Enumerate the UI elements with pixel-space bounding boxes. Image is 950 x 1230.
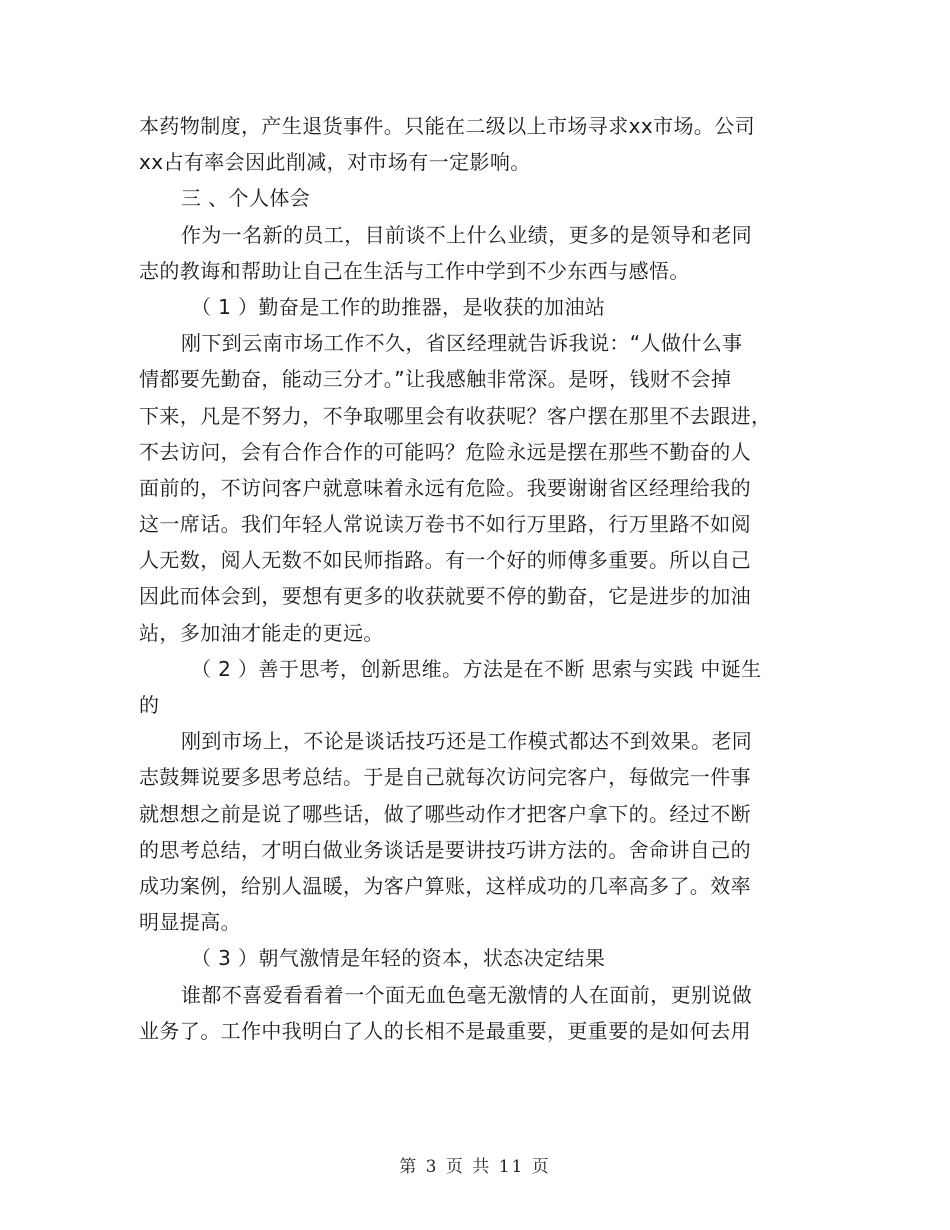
subsection-heading: （ 1 ）勤奋是工作的助推器，是收获的加油站	[191, 294, 606, 319]
body-line: 情都要先勤奋，能动三分才。”让我感触非常深。是呀，钱财不会掉	[139, 367, 732, 392]
body-line: 谁都不喜爱看看着一个面无血色毫无激情的人在面前，更别说做	[181, 982, 753, 1007]
body-line: 志鼓舞说要多思考总结。于是自己就每次访问完客户，每做完一件事	[139, 765, 751, 790]
body-line: 因此而体会到，要想有更多的收获就要不停的勤奋，它是进步的加油	[139, 584, 751, 609]
body-line: 刚到市场上，不论是谈话技巧还是工作模式都达不到效果。老同	[181, 729, 753, 754]
body-line: 人无数，阅人无数不如民师指路。有一个好的师傅多重要。所以自己	[139, 548, 751, 573]
body-line: 成功案例，给别人温暖，为客户算账，这样成功的几率高多了。效率	[139, 873, 751, 898]
document-body	[139, 108, 801, 1049]
body-line: xx占有率会因此削减，对市场有一定影响。	[139, 150, 531, 175]
body-line: 本药物制度，产生退货事件。只能在二级以上市场寻求xx市场。公司	[139, 114, 756, 138]
body-line: 站，多加油才能走的更远。	[139, 620, 384, 645]
body-line: 就想想之前是说了哪些话，做了哪些动作才把客户拿下的。经过不断	[139, 801, 751, 826]
section-heading: 三 、个人体会	[181, 186, 311, 211]
body-line: 的思考总结，才明白做业务谈话是要讲技巧讲方法的。舍命讲自己的	[139, 837, 751, 862]
page-number-footer: 第 3 页 共 11 页	[399, 1157, 551, 1177]
body-line: 明显提高。	[139, 910, 241, 935]
body-line: 志的教诲和帮助让自己在生活与工作中学到不少东西与感悟。	[139, 258, 690, 283]
body-line: 刚下到云南市场工作不久，省区经理就告诉我说：“人做什么事	[181, 331, 743, 356]
body-line: 业务了。工作中我明白了人的长相不是最重要，更重要的是如何去用	[139, 1018, 751, 1043]
subsection-heading: （ 2 ）善于思考，创新思维。方法是在不断 思索与实践 中诞生	[191, 656, 762, 681]
body-line: 的	[139, 693, 160, 717]
body-line: 面前的，不访问客户就意味着永远有危险。我要谢谢省区经理给我的	[139, 475, 751, 500]
body-line: 这一席话。我们年轻人常说读万卷书不如行万里路，行万里路不如阅	[139, 512, 751, 537]
subsection-heading: （ 3 ）朝气激情是年轻的资本，状态决定结果	[191, 946, 606, 971]
body-line: 不去访问，会有合作合作的可能吗？危险永远是摆在那些不勤奋的人	[139, 439, 751, 464]
body-line: 下来，凡是不努力，不争取哪里会有收获呢？客户摆在那里不去跟进，	[139, 403, 772, 428]
body-line: 作为一名新的员工，目前谈不上什么业绩，更多的是领导和老同	[181, 222, 753, 247]
